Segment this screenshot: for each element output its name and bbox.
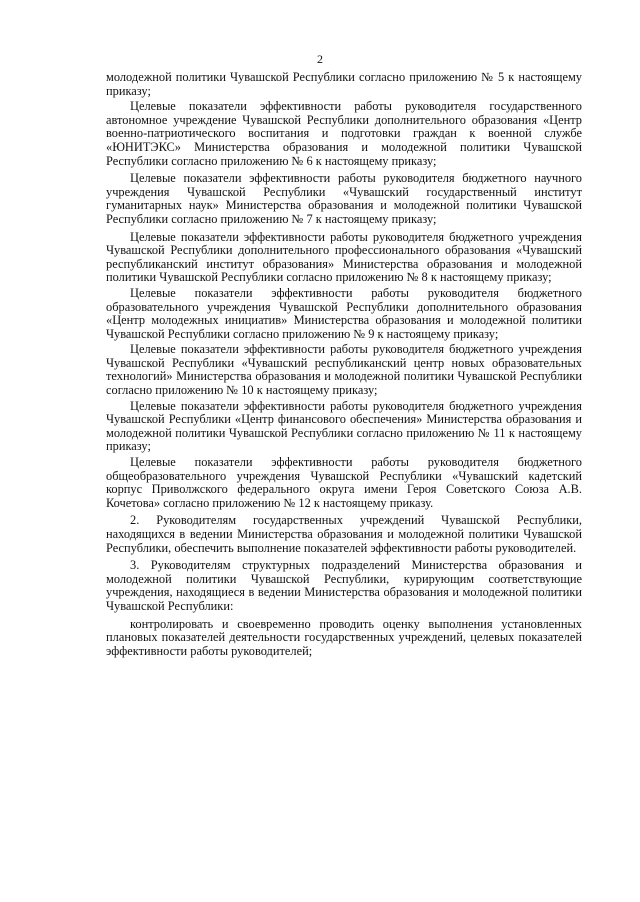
paragraph-appendix-6: Целевые показатели эффективности работы руководителя государственного автономное учреждение Чувашской Республики дополнительного образования «Центр военно-патриотического воспитания и подготовки граждан к военной службе «ЮНИТЭКС» Министерства образования и молодежной политики Чувашской Республики согласно приложению № 6 к настоящему приказу; [106, 99, 582, 168]
paragraph-continuation: молодежной политики Чувашской Республики согласно приложению № 5 к настоящему приказу; [106, 70, 582, 98]
page-number: 2 [317, 52, 323, 66]
paragraph-appendix-12: Целевые показатели эффективности работы руководителя бюджетного общеобразовательного учреждения Чувашской Республики «Чувашский кадетский корпус Приволжского федерального округа имени Героя Советского Союза А.В. Кочетова» согласно приложению № 12 к настоящему приказу. [106, 455, 582, 510]
document-body [106, 71, 582, 660]
paragraph-item-3: 3. Руководителям структурных подразделений Министерства образования и молодежной политики Чувашской Республики, курирующим соответствующие учреждения, находящиеся в ведении Министерства образования и молодежной политики Чувашской Республики: [106, 558, 582, 613]
paragraph-appendix-11: Целевые показатели эффективности работы руководителя бюджетного учреждения Чувашской Республики «Центр финансового обеспечения» Министерства образования и молодежной политики Чувашской Республики согласно приложению № 11 к настоящему приказу; [106, 398, 582, 454]
paragraph-appendix-7: Целевые показатели эффективности работы руководителя бюджетного научного учреждения Чувашской Республики «Чувашский государственный институт гуманитарных наук» Министерства образования и молодежной политики Чувашской Республики согласно приложению № 7 к настоящему приказу; [106, 171, 582, 226]
paragraph-appendix-9: Целевые показатели эффективности работы руководителя бюджетного образовательного учреждения Чувашской Республики дополнительного образования «Центр молодежных инициатив» Министерства образования и молодежной политики Чувашской Республики согласно приложению № 9 к настоящему приказу; [106, 285, 582, 341]
paragraph-item-3-control: контролировать и своевременно проводить оценку выполнения установленных плановых показателей деятельности государственных учреждений, целевых показателей эффективности работы руководителей; [106, 616, 582, 658]
paragraph-item-2: 2. Руководителям государственных учреждений Чувашской Республики, находящихся в ведении Министерства образования и молодежной политики Чувашской Республики, обеспечить выполнение показателей эффективности работы руководителей. [106, 513, 582, 555]
paragraph-appendix-10: Целевые показатели эффективности работы руководителя бюджетного учреждения Чувашской Республики «Чувашский республиканский центр новых образовательных технологий» Министерства образования и молодежной политики Чувашской Республики согласно приложению № 10 к настоящему приказу; [106, 342, 582, 398]
paragraph-appendix-8: Целевые показатели эффективности работы руководителя бюджетного учреждения Чувашской Республики дополнительного профессионального образования «Чувашский республиканский институт образования» Министерства образования и молодежной политики Чувашской Республики согласно приложению № 8 к настоящему приказу; [106, 229, 582, 285]
